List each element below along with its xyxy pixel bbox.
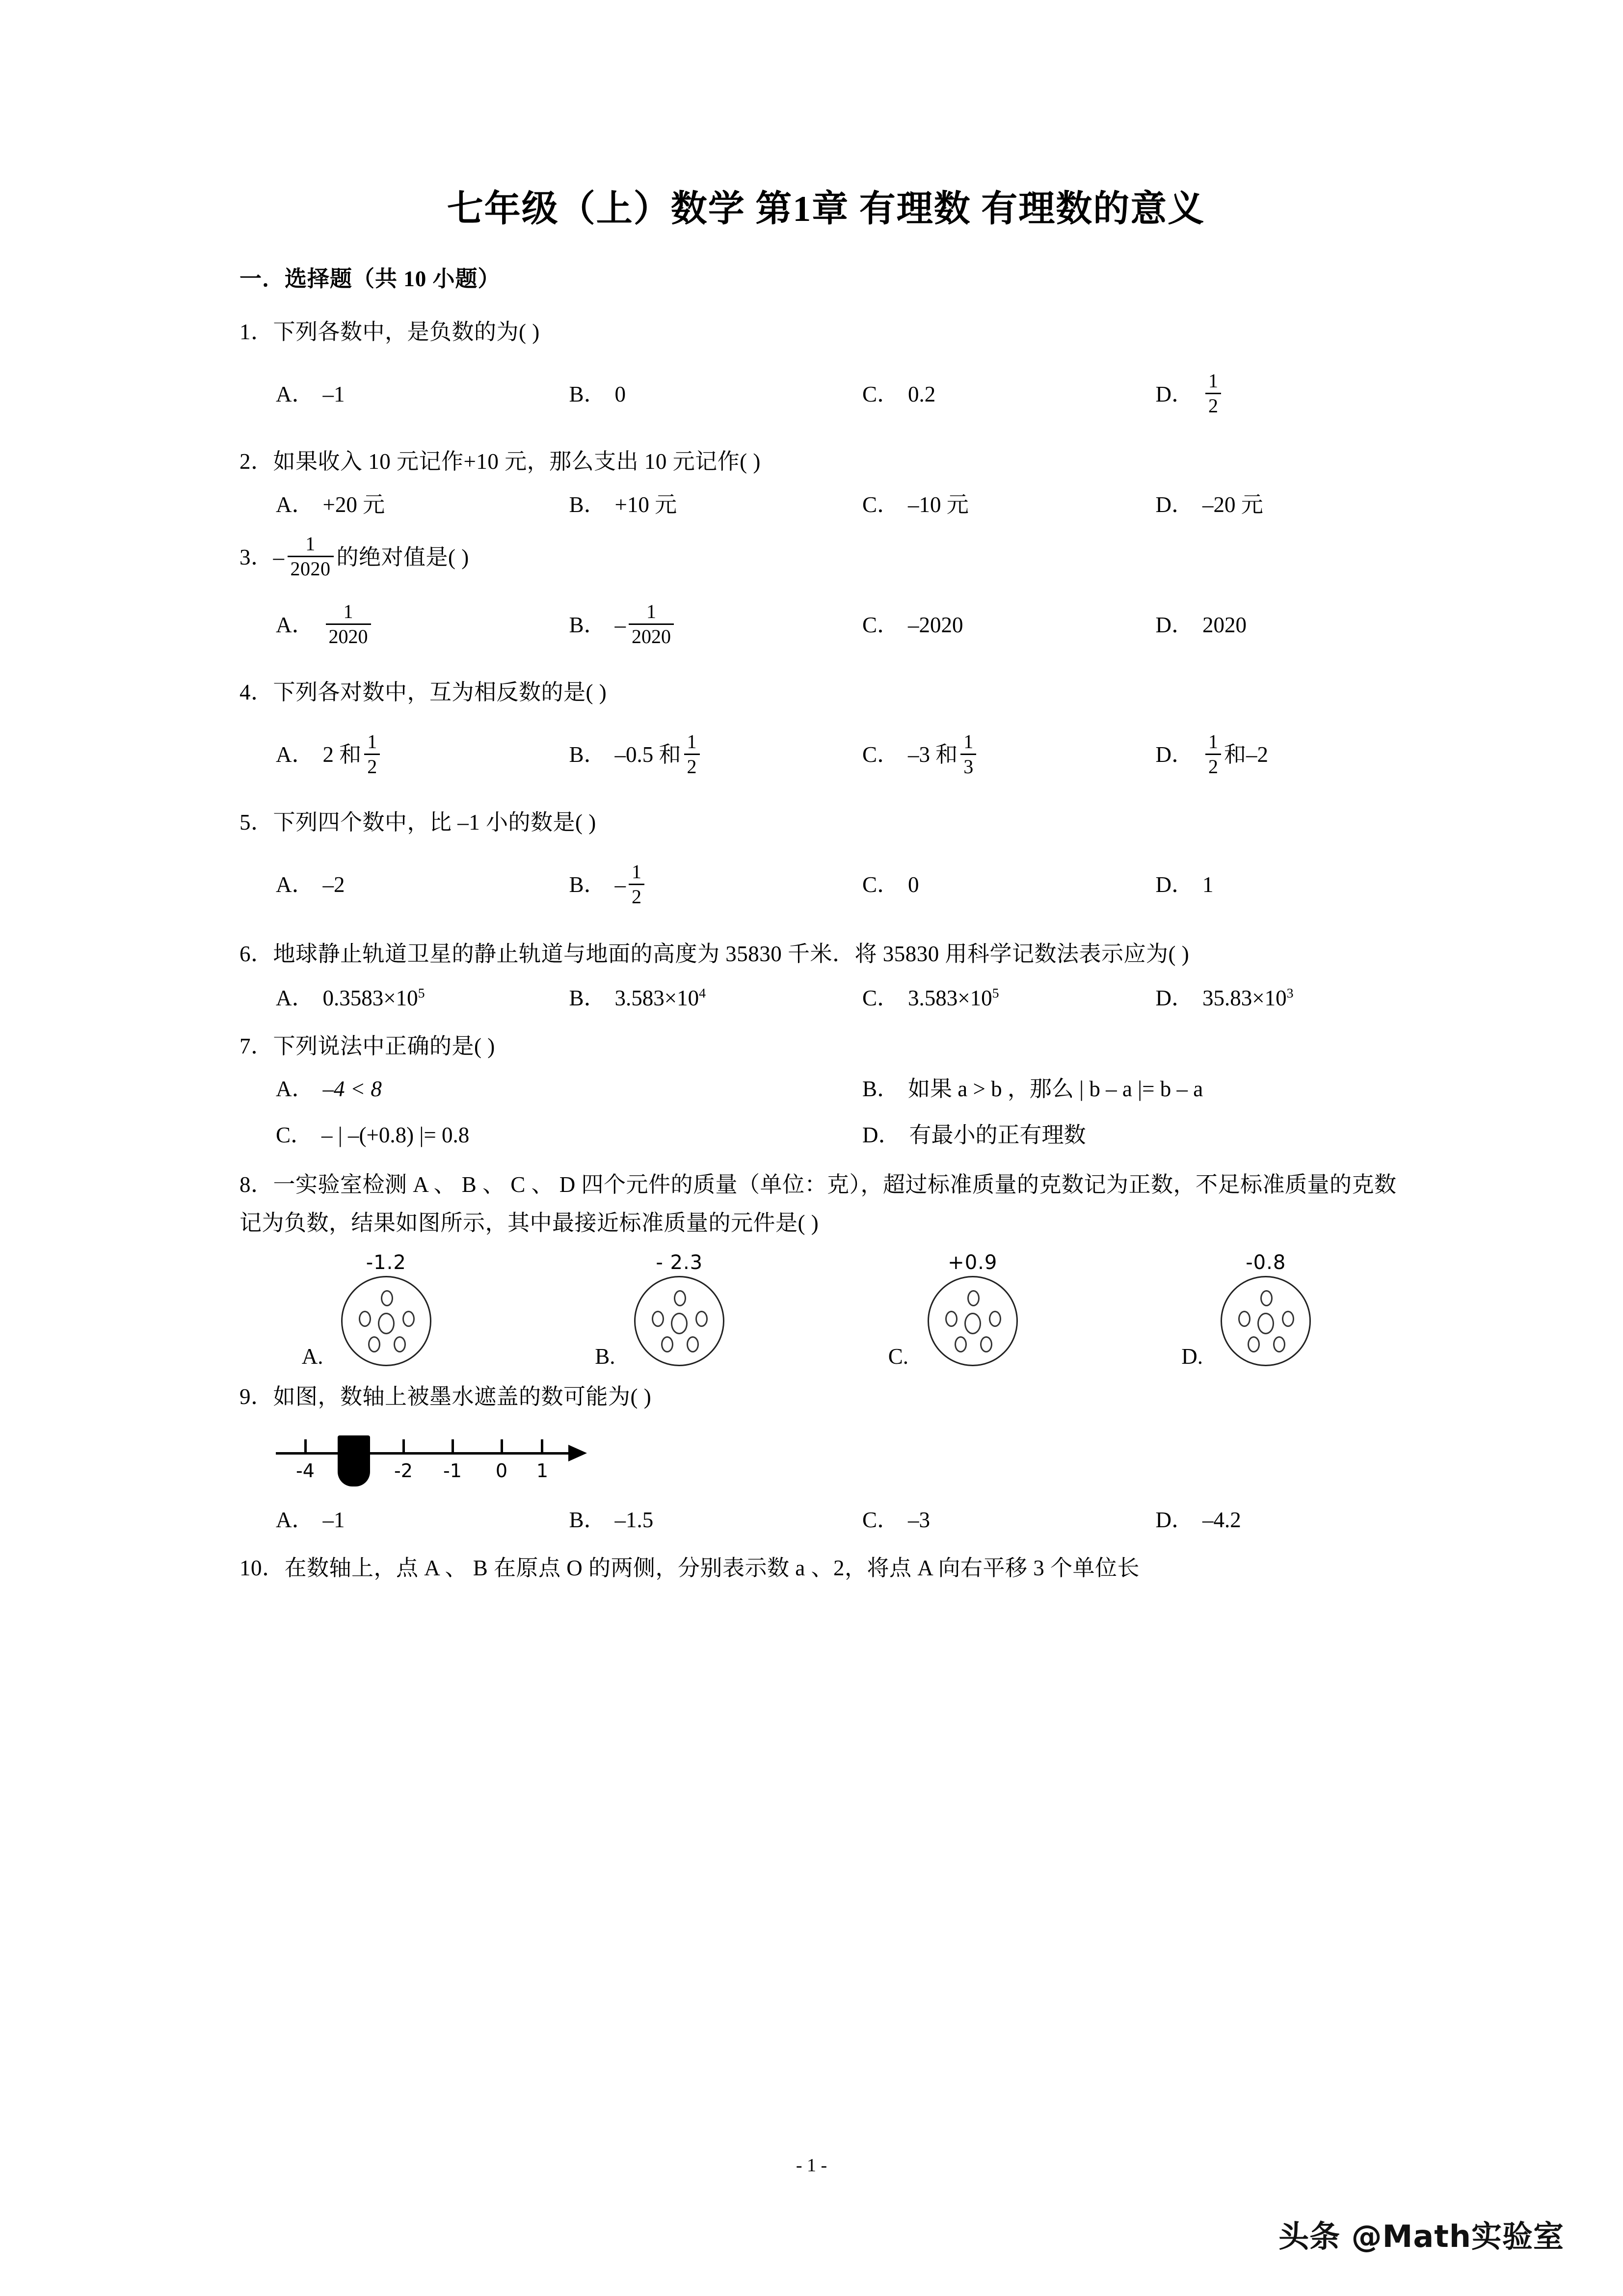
hole-icon xyxy=(964,1313,981,1334)
hole-icon xyxy=(955,1336,967,1352)
hole-icon xyxy=(989,1311,1001,1327)
option-label: D． xyxy=(1155,986,1194,1011)
fraction-one-over-2020 xyxy=(326,601,371,647)
question-7 xyxy=(239,1028,1412,1153)
question-3-suffix: 的绝对值是( ) xyxy=(336,545,469,570)
question-6-options xyxy=(239,981,1412,1016)
question-4-options xyxy=(239,718,1412,792)
option-label: C． xyxy=(862,492,900,517)
option-4-a[interactable] xyxy=(239,732,533,778)
option-label: C． xyxy=(862,986,900,1011)
option-prefix: –3 和 xyxy=(908,742,958,767)
option-3-a[interactable] xyxy=(239,602,533,648)
question-8-text: 一实验室检测 A 、 B 、 C 、 D 四个元件的质量（单位：克），超过标准质量的克数记为正数，不足标准质量的克数记为负数，结果如图所示，其中最接近标准质量的元件是( ) xyxy=(239,1172,1397,1236)
option-value: –10 元 xyxy=(908,492,969,517)
hole-icon xyxy=(1257,1313,1274,1334)
hole-icon xyxy=(980,1336,992,1352)
option-8-b-label[interactable]: B. xyxy=(595,1344,615,1369)
page-footer: - 1 - xyxy=(796,2155,827,2176)
option-label: D． xyxy=(1155,742,1194,767)
fraction-denominator: 2 xyxy=(364,754,380,777)
question-8 xyxy=(239,1165,1412,1367)
question-4-stem xyxy=(239,675,1412,710)
hole-icon xyxy=(359,1311,371,1327)
option-prefix: – xyxy=(614,872,626,897)
option-label: B． xyxy=(862,1076,900,1101)
option-label: C． xyxy=(862,872,900,897)
question-2 xyxy=(239,444,1412,522)
fraction-denominator: 2020 xyxy=(629,623,674,647)
option-2-d[interactable] xyxy=(1119,487,1413,522)
fraction-numerator: 1 xyxy=(646,600,657,622)
option-value: –3 xyxy=(908,1508,931,1533)
option-value: 2020 xyxy=(1202,612,1247,637)
numberline-tick xyxy=(402,1439,405,1454)
fraction-numerator: 1 xyxy=(305,533,316,555)
component-c xyxy=(826,1251,1119,1369)
question-9-text: 如图，数轴上被墨水遮盖的数可能为( ) xyxy=(273,1384,652,1409)
page-title: 七年级（上）数学 第1章 有理数 有理数的意义 xyxy=(447,189,1205,229)
option-label: D． xyxy=(1155,872,1194,897)
hole-icon xyxy=(967,1290,980,1306)
option-1-c[interactable] xyxy=(826,377,1119,411)
question-9-numberline-figure xyxy=(276,1425,619,1498)
hole-icon xyxy=(378,1313,395,1334)
fraction-one-half xyxy=(629,862,644,907)
question-4 xyxy=(239,675,1412,792)
option-4-b[interactable] xyxy=(533,732,826,778)
option-7-b[interactable] xyxy=(826,1072,1412,1107)
option-label: B． xyxy=(569,612,606,637)
question-7-options-row1 xyxy=(239,1072,1412,1107)
option-4-d[interactable] xyxy=(1119,732,1413,778)
option-value: –1.5 xyxy=(614,1508,654,1533)
hole-icon xyxy=(671,1313,688,1334)
option-label: A． xyxy=(276,1076,314,1101)
question-1-number: 1． xyxy=(239,319,273,344)
question-3-options xyxy=(239,588,1412,662)
option-5-b[interactable] xyxy=(533,860,826,908)
component-d xyxy=(1119,1251,1413,1369)
question-8-figure xyxy=(239,1251,1412,1369)
hole-icon xyxy=(1282,1311,1294,1327)
question-3-stem xyxy=(239,535,1412,580)
numberline-label: 1 xyxy=(536,1460,549,1482)
question-9 xyxy=(239,1379,1412,1538)
option-8-a-label[interactable]: A. xyxy=(301,1344,323,1369)
fraction-one-over-2020 xyxy=(288,534,334,579)
option-7-c[interactable] xyxy=(239,1118,826,1153)
option-2-b[interactable] xyxy=(533,487,826,522)
option-1-b[interactable] xyxy=(533,377,826,411)
fraction-denominator: 2 xyxy=(1205,754,1221,777)
numberline-axis xyxy=(276,1452,570,1455)
ink-blot xyxy=(338,1435,370,1486)
question-3 xyxy=(239,535,1412,662)
option-9-a[interactable] xyxy=(239,1503,533,1538)
hole-icon xyxy=(368,1336,380,1352)
question-1-text: 下列各数中，是负数的为( ) xyxy=(273,319,540,344)
question-3-number: 3． xyxy=(239,545,273,570)
question-2-stem xyxy=(239,444,1412,480)
numberline-label: 0 xyxy=(495,1460,508,1482)
option-value: +20 元 xyxy=(322,492,385,517)
option-5-c[interactable] xyxy=(826,868,1119,902)
question-6-number: 6． xyxy=(239,942,273,967)
fraction-denominator: 2020 xyxy=(288,556,334,579)
option-9-c[interactable] xyxy=(826,1503,1119,1538)
option-value xyxy=(1202,982,1294,1015)
option-2-a[interactable] xyxy=(239,487,533,522)
fraction-denominator: 2020 xyxy=(326,623,371,647)
sci-base: 35.83×10 xyxy=(1202,986,1287,1011)
option-value: 如果 a > b ，那么 | b – a |= b – a xyxy=(908,1076,1203,1101)
component-value-label: +0.9 xyxy=(948,1251,998,1274)
question-7-stem xyxy=(239,1028,1412,1064)
hole-icon xyxy=(661,1336,673,1352)
option-8-c-label[interactable]: C. xyxy=(888,1344,909,1369)
option-value: +10 元 xyxy=(614,492,677,517)
numberline-tick xyxy=(501,1439,503,1454)
option-prefix: 2 和 xyxy=(322,742,362,767)
option-6-b[interactable] xyxy=(533,981,826,1016)
option-value: 有最小的正有理数 xyxy=(909,1122,1086,1147)
option-label: B． xyxy=(569,872,606,897)
option-value xyxy=(908,982,999,1015)
question-1 xyxy=(239,314,1412,432)
option-label: A． xyxy=(276,612,314,637)
option-3-c[interactable] xyxy=(826,608,1119,642)
fraction-one-half xyxy=(1205,371,1221,416)
fraction-denominator: 2 xyxy=(684,754,700,777)
option-label: D． xyxy=(862,1122,901,1147)
question-4-number: 4． xyxy=(239,680,273,705)
option-5-d[interactable] xyxy=(1119,868,1413,902)
option-4-c[interactable] xyxy=(826,732,1119,778)
option-5-a[interactable] xyxy=(239,868,533,902)
option-3-d[interactable] xyxy=(1119,608,1413,642)
hole-icon xyxy=(1248,1336,1260,1352)
question-2-text: 如果收入 10 元记作+10 元，那么支出 10 元记作( ) xyxy=(273,449,761,474)
hole-icon xyxy=(402,1311,415,1327)
sci-exponent: 5 xyxy=(992,986,999,1001)
option-value: –2 xyxy=(322,872,345,897)
option-label: A． xyxy=(276,1508,314,1533)
hole-icon xyxy=(1273,1336,1285,1352)
fraction-numerator: 1 xyxy=(1208,730,1218,753)
hole-icon xyxy=(695,1311,708,1327)
option-value: –4.2 xyxy=(1202,1508,1241,1533)
question-5-options xyxy=(239,848,1412,922)
component-disc-icon xyxy=(634,1276,724,1366)
arrow-right-icon xyxy=(568,1445,587,1461)
question-10 xyxy=(239,1550,1412,1586)
option-label: C． xyxy=(862,612,900,637)
option-2-c[interactable] xyxy=(826,487,1119,522)
question-1-options xyxy=(239,357,1412,431)
option-label: C． xyxy=(862,742,900,767)
fraction-one-over-2020 xyxy=(629,601,674,647)
option-label: B． xyxy=(569,742,606,767)
question-8-number: 8． xyxy=(239,1172,273,1197)
option-value: –20 元 xyxy=(1202,492,1263,517)
question-9-number: 9． xyxy=(239,1384,273,1409)
component-value-label: - 2.3 xyxy=(656,1251,703,1274)
question-9-stem xyxy=(239,1379,1412,1415)
question-2-options xyxy=(239,487,1412,522)
option-value xyxy=(615,982,706,1015)
option-suffix: 和–2 xyxy=(1224,742,1269,767)
hole-icon xyxy=(674,1290,686,1306)
option-label: D． xyxy=(1155,612,1194,637)
option-3-b[interactable] xyxy=(533,602,826,648)
component-b xyxy=(533,1251,826,1369)
fraction-numerator: 1 xyxy=(963,730,974,753)
option-label: D． xyxy=(1155,492,1194,517)
hole-icon xyxy=(381,1290,393,1306)
hole-icon xyxy=(394,1336,406,1352)
question-1-stem xyxy=(239,314,1412,350)
sci-base: 0.3583×10 xyxy=(322,986,418,1011)
question-6 xyxy=(239,935,1412,1016)
question-5-stem xyxy=(239,805,1412,840)
option-label: A． xyxy=(276,742,314,767)
page-content xyxy=(239,187,1412,1599)
option-value: – | –(+0.8) |= 0.8 xyxy=(321,1122,470,1147)
fraction-denominator: 2 xyxy=(1205,393,1221,416)
option-label: A． xyxy=(276,381,314,406)
option-7-a[interactable] xyxy=(239,1072,826,1107)
option-prefix: – xyxy=(614,612,626,637)
sci-base: 3.583×10 xyxy=(908,986,992,1011)
component-a xyxy=(239,1251,533,1369)
option-label: B． xyxy=(569,492,606,517)
option-7-d[interactable] xyxy=(826,1118,1412,1153)
question-3-prefix: – xyxy=(273,545,285,570)
option-value: 0 xyxy=(614,381,626,406)
hole-icon xyxy=(1238,1311,1251,1327)
question-10-stem xyxy=(239,1550,1412,1586)
hole-icon xyxy=(1260,1290,1273,1306)
option-1-a[interactable] xyxy=(239,377,533,411)
option-value: 0 xyxy=(908,872,919,897)
fraction-one-half xyxy=(684,731,700,777)
hole-icon xyxy=(652,1311,664,1327)
option-label: D． xyxy=(1155,381,1194,406)
option-6-c[interactable] xyxy=(826,981,1119,1016)
option-label: C． xyxy=(862,381,900,406)
component-value-label: -1.2 xyxy=(366,1251,406,1274)
sci-exponent: 3 xyxy=(1286,986,1294,1001)
fraction-one-half xyxy=(364,731,380,777)
option-value: –2020 xyxy=(908,612,963,637)
question-6-text: 地球静止轨道卫星的静止轨道与地面的高度为 35830 千米．将 35830 用科学记数法表示应为( ) xyxy=(273,942,1190,967)
option-label: A． xyxy=(276,872,314,897)
sci-base: 3.583×10 xyxy=(614,986,699,1011)
fraction-denominator: 2 xyxy=(629,884,644,907)
question-5-number: 5． xyxy=(239,810,273,835)
option-value: 1 xyxy=(1202,872,1214,897)
fraction-numerator: 1 xyxy=(367,730,377,753)
question-10-text: 在数轴上，点 A 、 B 在原点 O 的两侧，分别表示数 a 、2，将点 A 向右平移 3 个单位长 xyxy=(284,1556,1140,1581)
watermark: 头条 @Math实验室 xyxy=(1278,2218,1564,2254)
fraction-one-half xyxy=(1205,731,1221,777)
option-label: A． xyxy=(276,986,314,1011)
option-6-d[interactable] xyxy=(1119,981,1413,1016)
question-5 xyxy=(239,805,1412,922)
option-value: –1 xyxy=(322,381,345,406)
numberline-label: -2 xyxy=(394,1460,413,1482)
hole-icon xyxy=(945,1311,958,1327)
numberline-tick xyxy=(541,1439,543,1454)
sci-exponent: 5 xyxy=(418,986,425,1001)
question-6-stem xyxy=(239,935,1412,973)
question-10-number: 10． xyxy=(239,1556,285,1581)
numberline-tick xyxy=(304,1439,307,1454)
option-value: –1 xyxy=(322,1508,345,1533)
option-value xyxy=(323,982,425,1015)
fraction-denominator: 3 xyxy=(960,754,976,777)
section-heading: 一．选择题（共 10 小题） xyxy=(239,266,501,291)
hole-icon xyxy=(687,1336,699,1352)
option-label: C． xyxy=(862,1508,900,1533)
option-label: B． xyxy=(569,381,606,406)
fraction-numerator: 1 xyxy=(632,860,642,883)
component-disc-icon xyxy=(928,1276,1018,1366)
question-4-text: 下列各对数中，互为相反数的是( ) xyxy=(273,680,607,705)
fraction-numerator: 1 xyxy=(343,600,353,622)
option-label: C． xyxy=(276,1122,313,1147)
option-label: B． xyxy=(569,986,606,1011)
question-2-number: 2． xyxy=(239,449,273,474)
option-8-d-label[interactable]: D. xyxy=(1181,1344,1203,1369)
question-9-options xyxy=(239,1503,1412,1538)
question-7-number: 7． xyxy=(239,1033,273,1058)
option-label: B． xyxy=(569,1508,606,1533)
option-6-a[interactable] xyxy=(239,981,533,1016)
question-8-stem xyxy=(239,1165,1412,1243)
option-9-d[interactable] xyxy=(1119,1503,1413,1538)
question-5-text: 下列四个数中，比 –1 小的数是( ) xyxy=(273,810,596,835)
numberline-label: -1 xyxy=(443,1460,462,1482)
sci-exponent: 4 xyxy=(699,986,706,1001)
numberline-label: -4 xyxy=(296,1460,315,1482)
question-7-options-row2 xyxy=(239,1118,1412,1153)
component-disc-icon xyxy=(341,1276,431,1366)
option-label: D． xyxy=(1155,1508,1194,1533)
component-value-label: -0.8 xyxy=(1246,1251,1286,1274)
option-prefix: –0.5 和 xyxy=(614,742,681,767)
option-9-b[interactable] xyxy=(533,1503,826,1538)
option-value: 0.2 xyxy=(908,381,936,406)
component-disc-icon xyxy=(1221,1276,1311,1366)
question-7-text: 下列说法中正确的是( ) xyxy=(273,1033,495,1058)
option-value: –4 < 8 xyxy=(322,1076,382,1101)
option-label: A． xyxy=(276,492,314,517)
fraction-one-third xyxy=(960,731,976,777)
fraction-numerator: 1 xyxy=(687,730,697,753)
option-1-d[interactable] xyxy=(1119,369,1413,417)
fraction-numerator: 1 xyxy=(1208,369,1218,392)
numberline-tick xyxy=(452,1439,454,1454)
